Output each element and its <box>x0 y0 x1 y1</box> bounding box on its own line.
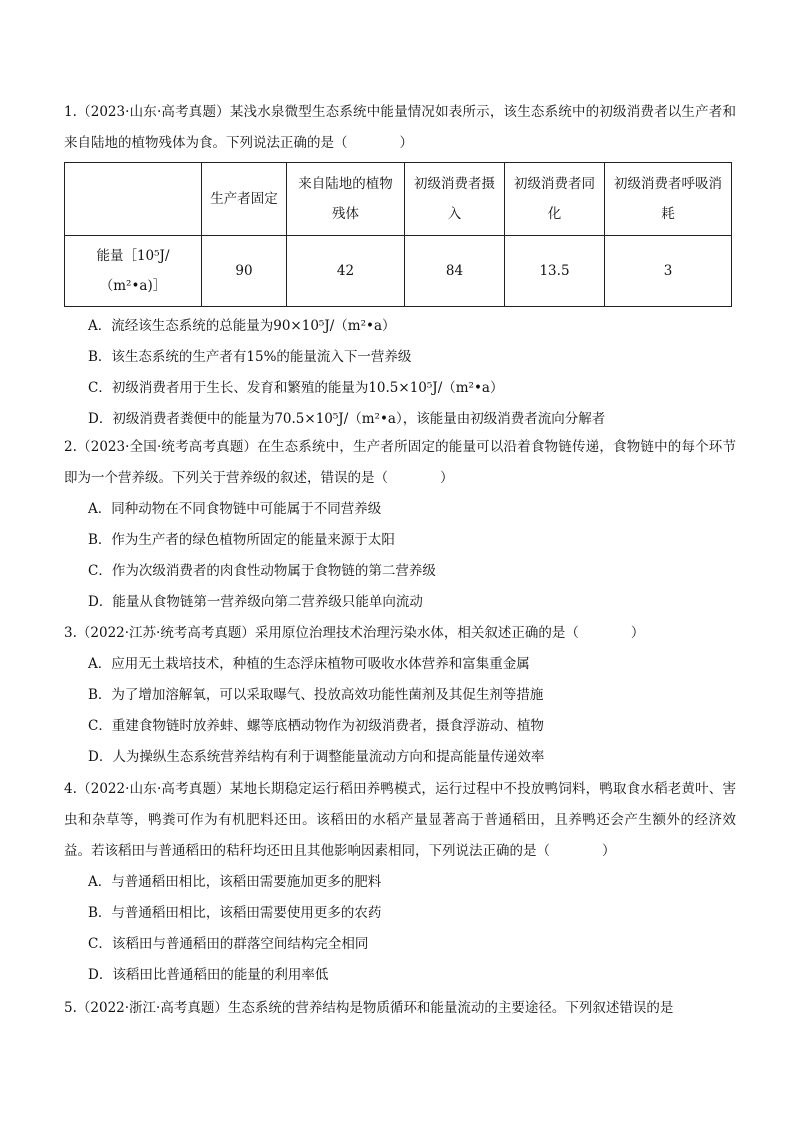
option-d[interactable]: D．初级消费者粪便中的能量为70.5×10⁵J/（m²•a），该能量由初级消费者流向分解者 <box>88 411 606 427</box>
option-a[interactable]: A．流经该生态系统的总能量为90×10⁵J/（m²•a） <box>88 318 396 334</box>
table-header-cell <box>65 163 202 236</box>
table-header-cell: 初级消费者同化 <box>505 163 605 236</box>
table-cell: 13.5 <box>505 236 605 307</box>
option-c[interactable]: C．初级消费者用于生长、发育和繁殖的能量为10.5×10⁵J/（m²•a） <box>88 380 504 396</box>
table-header-cell: 来自陆地的植物残体 <box>287 163 405 236</box>
question-paren-close: ） <box>602 843 616 859</box>
question-5 <box>64 993 736 1024</box>
table-header-row <box>65 163 732 236</box>
table-cell: 90 <box>202 236 287 307</box>
option-c[interactable]: C．重建食物链时放养蚌、螺等底栖动物作为初级消费者，摄食浮游动、植物 <box>88 718 544 734</box>
option-a[interactable]: A．同种动物在不同食物链中可能属于不同营养级 <box>88 501 382 517</box>
option-b[interactable]: B．与普通稻田相比，该稻田需要使用更多的农药 <box>88 905 382 921</box>
question-stem <box>64 618 736 649</box>
question-text: 生态系统的营养结构是物质循环和能量流动的主要途径。下列叙述错误的是 <box>227 1000 674 1016</box>
table-header-cell: 初级消费者摄入 <box>405 163 505 236</box>
table-row <box>65 236 732 307</box>
question-stem <box>64 432 736 494</box>
option-a[interactable]: A．应用无土栽培技术，种植的生态浮床植物可吸收水体营养和富集重金属 <box>88 656 530 672</box>
question-number: 4. <box>64 781 77 797</box>
question-source: （2022·山东·高考真题） <box>76 781 230 797</box>
option-c[interactable]: C．该稻田与普通稻田的群落空间结构完全相同 <box>88 936 369 952</box>
question-source: （2022·江苏·统考高考真题） <box>76 625 255 641</box>
question-text: 在生态系统中，生产者所固定的能量可以沿着食物链传递，食物链中的每个环节即为一个营养级。下列关于营养级的叙述，错误的是（ <box>64 439 736 486</box>
energy-table <box>64 162 732 307</box>
question-source: （2023·山东·高考真题） <box>76 104 230 120</box>
table-header-cell: 初级消费者呼吸消耗 <box>605 163 732 236</box>
question-text: 某浅水泉微型生态系统中能量情况如表所示，该生态系统中的初级消费者以生产者和来自陆地的植物残体为食。下列说法正确的是（ <box>64 104 736 151</box>
option-b[interactable]: B．该生态系统的生产者有15%的能量流入下一营养级 <box>88 349 412 365</box>
option-d[interactable]: D．该稻田比普通稻田的能量的利用率低 <box>88 967 329 983</box>
table-cell: 3 <box>605 236 732 307</box>
question-stem <box>64 97 736 159</box>
table-cell: 42 <box>287 236 405 307</box>
table-row-label: 能量［10⁵J/（m²•a)］ <box>65 236 202 307</box>
question-paren-close: ） <box>399 135 413 151</box>
question-1 <box>64 97 736 435</box>
option-d[interactable]: D．人为操纵生态系统营养结构有利于调整能量流动方向和提高能量传递效率 <box>88 749 545 765</box>
table-cell: 84 <box>405 236 505 307</box>
question-paren-close: ） <box>630 625 645 641</box>
option-a[interactable]: A．与普通稻田相比，该稻田需要施加更多的肥料 <box>88 874 382 890</box>
option-c[interactable]: C．作为次级消费者的肉食性动物属于食物链的第二营养级 <box>88 563 436 579</box>
table-header-cell: 生产者固定 <box>202 163 287 236</box>
question-number: 5. <box>64 1000 77 1016</box>
question-paren-close: ） <box>440 470 454 486</box>
option-b[interactable]: B．作为生产者的绿色植物所固定的能量来源于太阳 <box>88 532 395 548</box>
question-source: （2022·浙江·高考真题） <box>76 1000 228 1016</box>
question-text: 某地长期稳定运行稻田养鸭模式，运行过程中不投放鸭饲料，鸭取食水稻老黄叶、害虫和杂草等，鸭粪可作为有机肥料还田。该稻田的水稻产量显著高于普通稻田，且养鸭还会产生额外的经济效益。若该稻田与普通稻田的秸秆均还田且其他影响因素相同，下列说法正确的是（ <box>64 781 736 859</box>
question-2 <box>64 432 736 618</box>
question-stem <box>64 993 736 1024</box>
question-number: 1. <box>64 104 77 120</box>
question-stem <box>64 774 736 867</box>
question-number: 3. <box>64 625 77 641</box>
question-4 <box>64 774 736 991</box>
question-3 <box>64 618 736 773</box>
option-b[interactable]: B．为了增加溶解氧，可以采取曝气、投放高效功能性菌剂及其促生剂等措施 <box>88 687 544 703</box>
question-text: 采用原位治理技术治理污染水体，相关叙述正确的是（ <box>254 625 579 641</box>
question-number: 2. <box>64 439 77 455</box>
option-d[interactable]: D．能量从食物链第一营养级向第二营养级只能单向流动 <box>88 594 423 610</box>
question-source: （2023·全国·统考高考真题） <box>76 439 258 455</box>
